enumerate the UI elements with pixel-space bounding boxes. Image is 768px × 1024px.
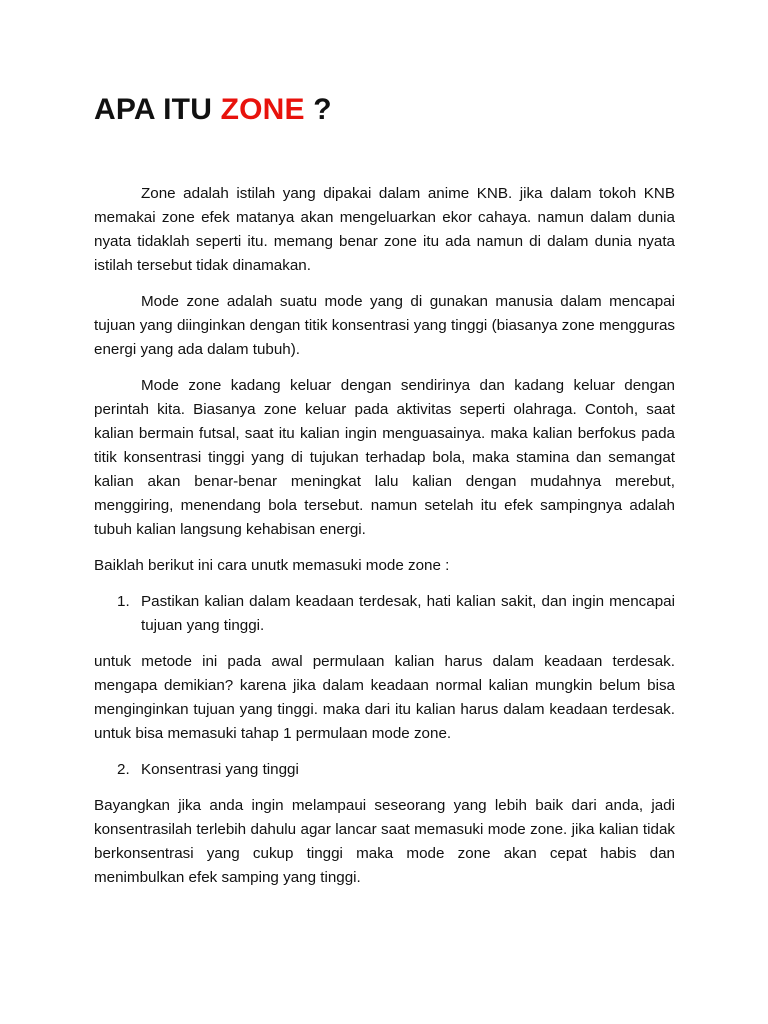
step-1-heading: Pastikan kalian dalam keadaan terdesak, hati kalian sakit, dan ingin mencapai tujuan yang tinggi. xyxy=(141,593,675,634)
step-1-detail: untuk metode ini pada awal permulaan kalian harus dalam keadaan terdesak. mengapa demikian? karena jika dalam keadaan normal kalian mungkin belum bisa menginginkan tujuan yang tinggi. maka dari itu kalian harus dalam keadaan terdesak. untuk bisa memasuki tahap 1 permulaan mode zone. xyxy=(94,653,675,742)
step-2-heading: Konsentrasi yang tinggi xyxy=(141,761,299,778)
intro-line: Baiklah berikut ini cara unutk memasuki mode zone : xyxy=(94,557,450,574)
step-1-number: 1. xyxy=(117,593,130,610)
step-2-number: 2. xyxy=(117,761,130,778)
title-prefix: APA ITU xyxy=(94,93,221,126)
step-2-detail: Bayangkan jika anda ingin melampaui seseorang yang lebih baik dari anda, jadi konsentrasilah terlebih dahulu agar lancar saat memasuki mode zone. jika kalian tidak berkonsentrasi yang cukup tinggi maka mode zone akan cepat habis dan menimbulkan efek samping yang tinggi. xyxy=(94,797,675,886)
paragraph-mode-zone: Mode zone adalah suatu mode yang di gunakan manusia dalam mencapai tujuan yang diinginkan dengan titik konsentrasi yang tinggi (biasanya zone mengguras energi yang ada dalam tubuh). xyxy=(94,293,675,358)
paragraph-definition: Zone adalah istilah yang dipakai dalam anime KNB. jika dalam tokoh KNB memakai zone efek matanya akan mengeluarkan ekor cahaya. namun dalam dunia nyata tidaklah seperti itu. memang benar zone itu ada namun di dalam dunia nyata istilah tersebut tidak dinamakan. xyxy=(94,185,675,274)
paragraph-example: Mode zone kadang keluar dengan sendirinya dan kadang keluar dengan perintah kita. Biasanya zone keluar pada aktivitas seperti olahraga. Contoh, saat kalian bermain futsal, saat itu kalian ingin menguasainya. maka kalian berfokus pada titik konsentrasi tinggi yang di tujukan terhadap bola, maka stamina dan semangat kalian akan benar-benar meningkat lalu kalian dengan mudahnya merebut, menggiring, menendang bola tersebut. namun setelah itu efek sampingnya adalah tubuh kalian langsung kehabisan energi. xyxy=(94,377,675,538)
page-title xyxy=(94,90,332,130)
document-body xyxy=(94,182,675,902)
title-suffix: ? xyxy=(304,93,332,126)
step-2 xyxy=(94,758,675,782)
title-accent: ZONE xyxy=(220,93,305,126)
step-1 xyxy=(94,590,675,638)
